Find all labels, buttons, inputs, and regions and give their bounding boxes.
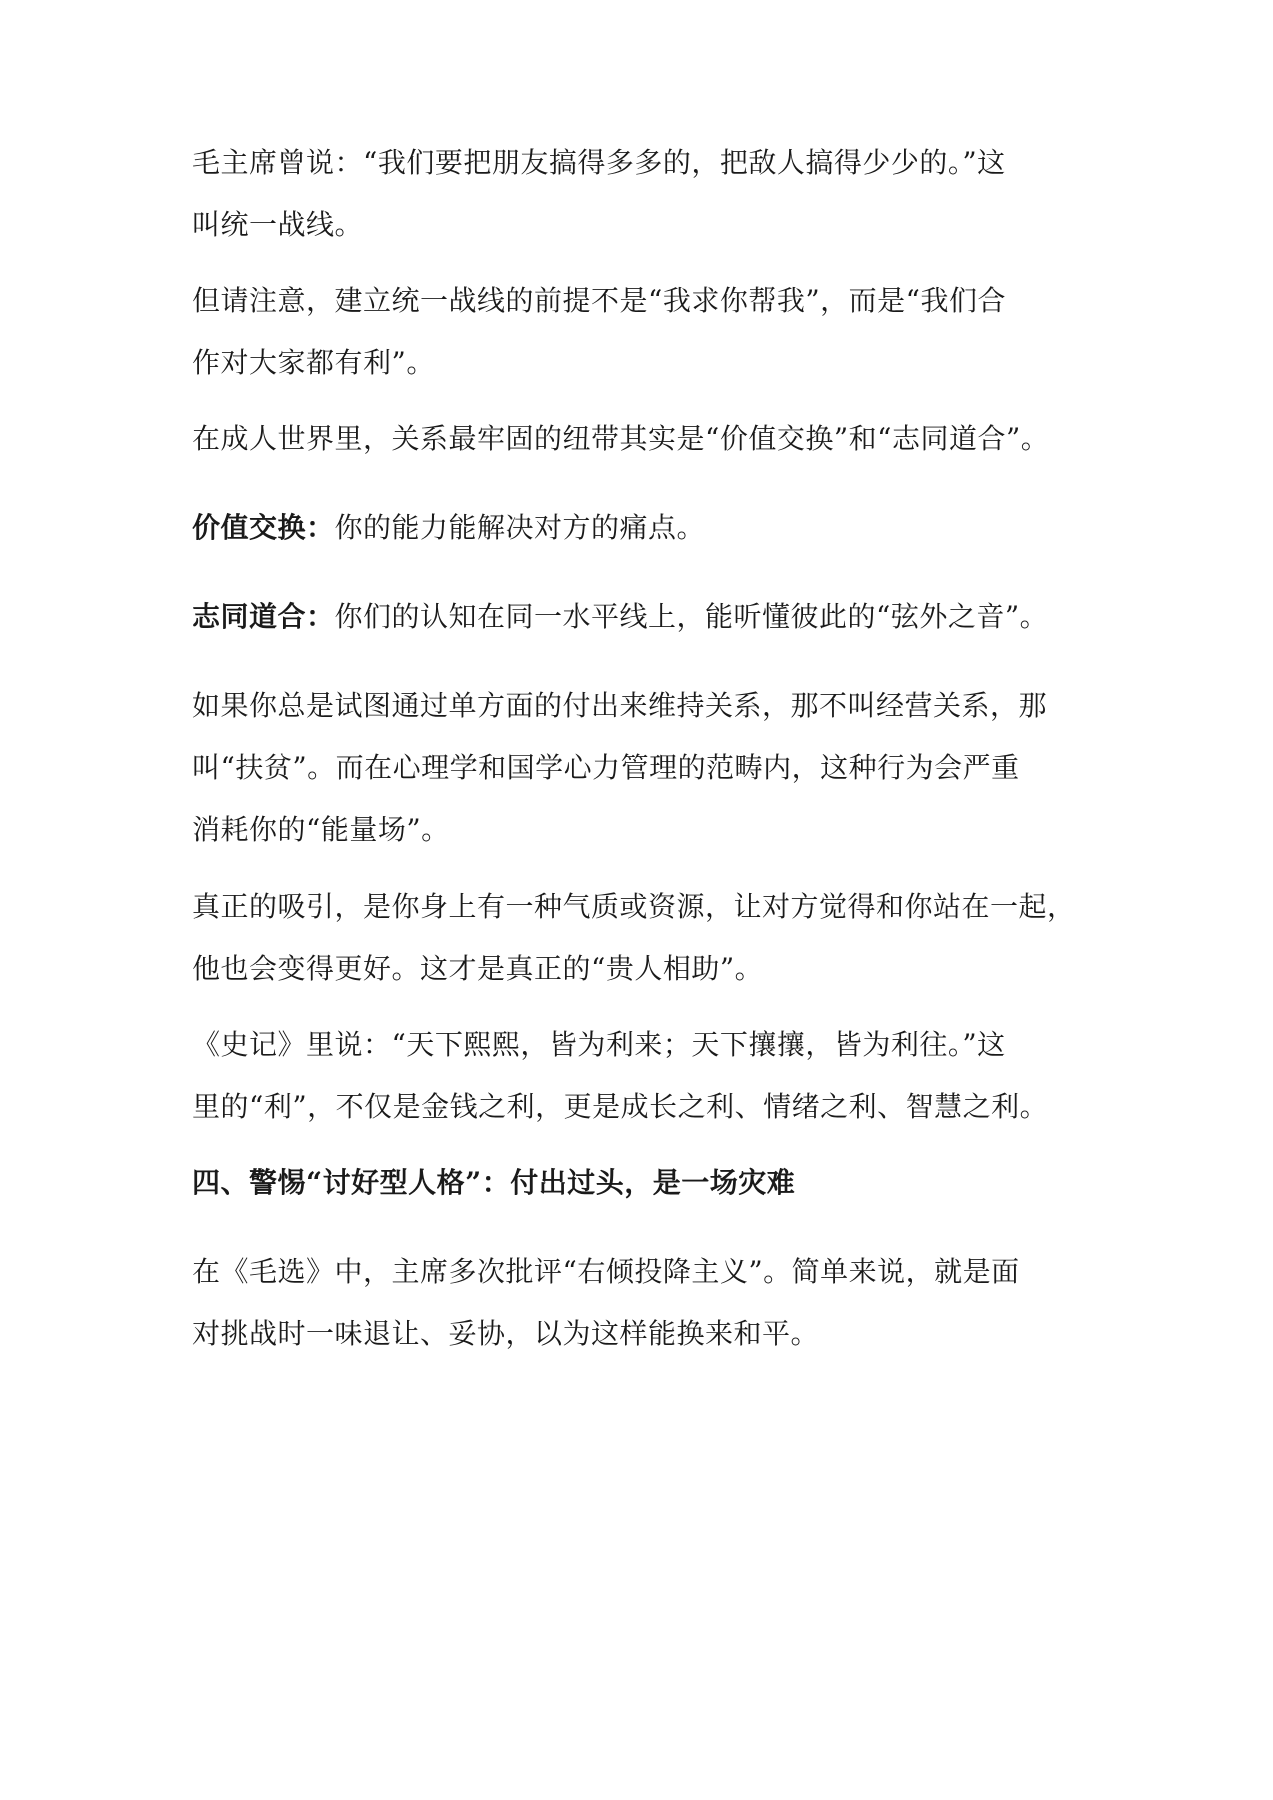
body-text: 你们的认知在同一水平线上，能听懂彼此的“弦外之音”。 — [334, 600, 1049, 633]
body-text: 你的能力能解决对方的痛点。 — [334, 511, 706, 544]
line: 在成人世界里，关系最牢固的纽带其实是“价值交换”和“志同道合”。 — [192, 422, 1050, 455]
paragraph-premise — [192, 270, 1084, 394]
line: 消耗你的“能量场”。 — [192, 813, 450, 846]
paragraph-adult-world — [192, 408, 1084, 470]
line: 对挑战时一味退让、妥协，以为这样能换来和平。 — [192, 1317, 820, 1350]
line: 真正的吸引，是你身上有一种气质或资源，让对方觉得和你站在一起， — [192, 890, 1076, 923]
line: 但请注意，建立统一战线的前提不是“我求你帮我”，而是“我们合 — [192, 284, 1006, 317]
line: 他也会变得更好。这才是真正的“贵人相助”。 — [192, 952, 764, 985]
paragraph-like-minded — [192, 586, 1084, 648]
line: 作对大家都有利”。 — [192, 346, 435, 379]
line: 叫统一战线。 — [192, 208, 364, 241]
paragraph-maoxuan — [192, 1241, 1084, 1365]
section-heading — [192, 1152, 1084, 1214]
paragraph-value-exchange — [192, 497, 1084, 559]
line: 叫“扶贫”。而在心理学和国学心力管理的范畴内，这种行为会严重 — [192, 751, 1020, 784]
line: 如果你总是试图通过单方面的付出来维持关系，那不叫经营关系，那 — [192, 689, 1048, 722]
paragraph-one-sided-giving — [192, 675, 1084, 861]
line: 在《毛选》中，主席多次批评“右倾投降主义”。简单来说，就是面 — [192, 1255, 1020, 1288]
paragraph-true-attraction — [192, 876, 1084, 1000]
bold-lead: 志同道合： — [192, 600, 335, 633]
bold-lead: 价值交换： — [192, 511, 335, 544]
line: 毛主席曾说：“我们要把朋友搞得多多的，把敌人搞得少少的。”这 — [192, 146, 1006, 179]
line: 里的“利”，不仅是金钱之利，更是成长之利、情绪之利、智慧之利。 — [192, 1090, 1049, 1123]
paragraph-shiji-quote — [192, 1014, 1084, 1138]
heading-text: 四、警惕“讨好型人格”：付出过头，是一场灾难 — [192, 1166, 796, 1199]
line: 《史记》里说：“天下熙熙，皆为利来；天下攘攘，皆为利往。”这 — [192, 1028, 1006, 1061]
paragraph-united-front-quote — [192, 132, 1084, 256]
